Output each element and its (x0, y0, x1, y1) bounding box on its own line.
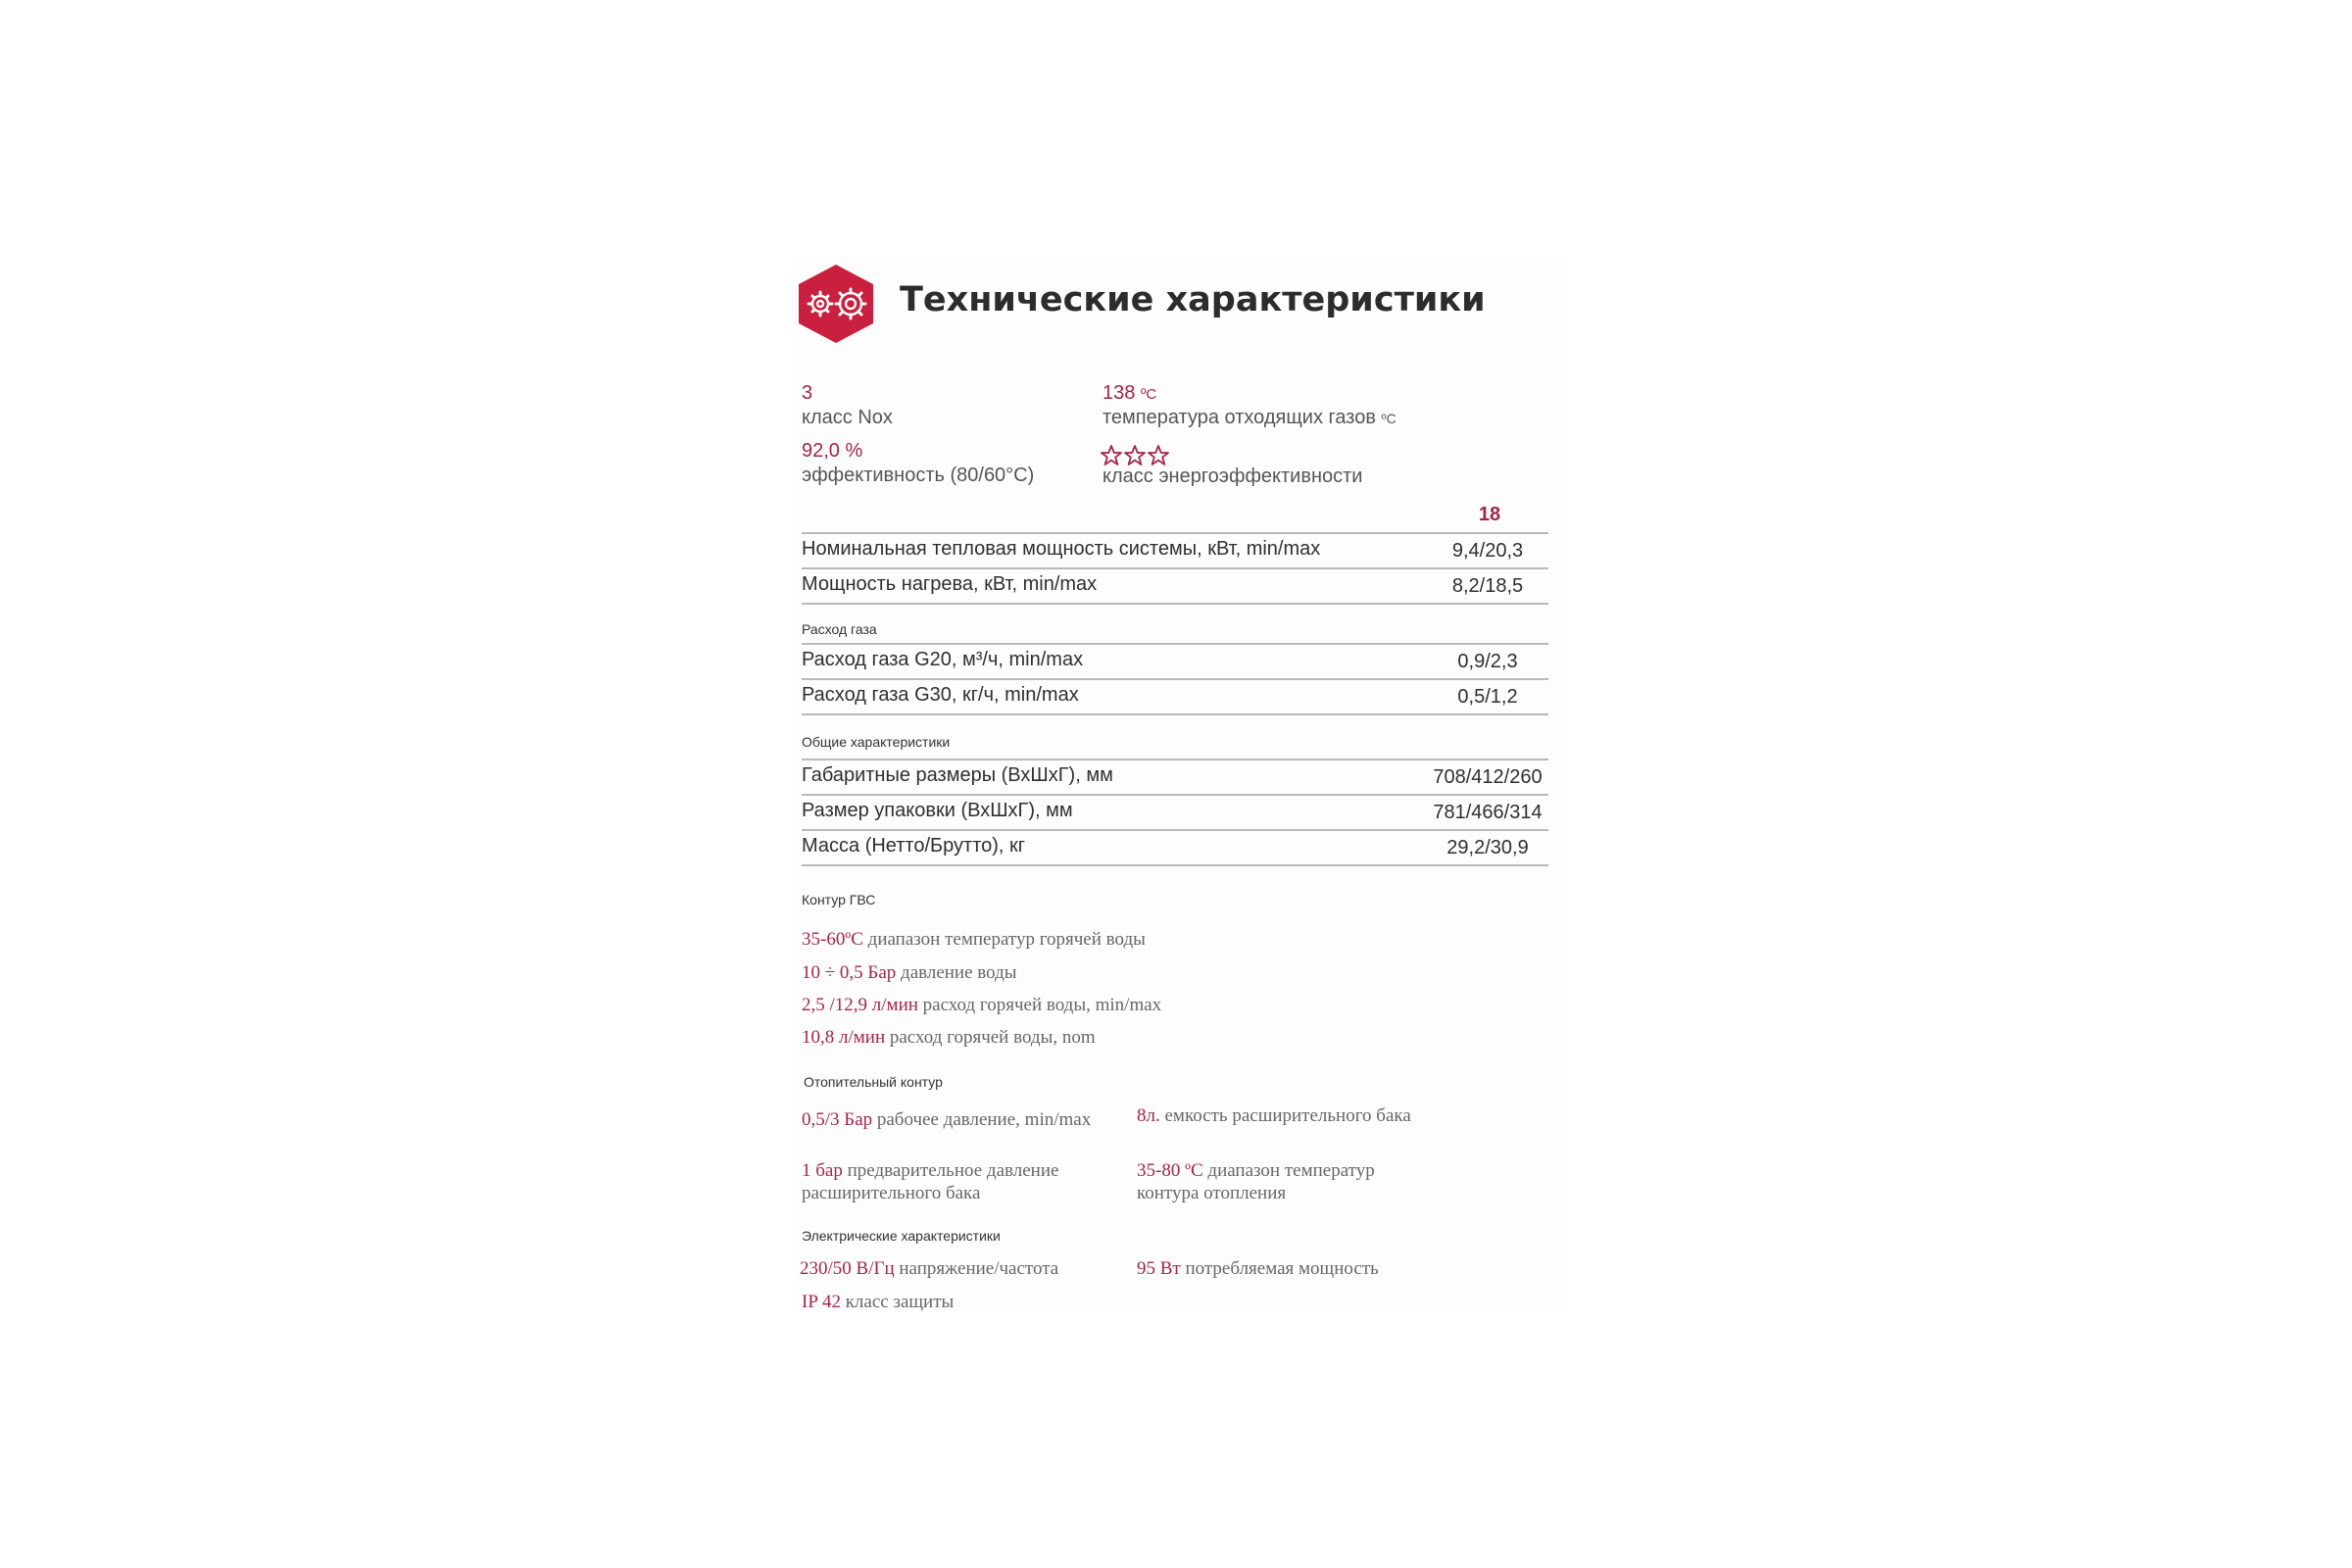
table-row: Мощность нагрева, кВт, min/max 8,2/18,5 (802, 569, 1548, 605)
dhw-item: 10,8 л/мин расход горячей воды, nom (802, 1027, 1096, 1048)
dhw-item: 2,5 /12,9 л/мин расход горячей воды, min/max (802, 995, 1162, 1015)
dhw-item: 35-60ºC диапазон температур горячей воды (802, 929, 1146, 950)
table-row: Размер упаковки (ВхШхГ), мм 781/466/314 (802, 796, 1548, 831)
flue-temp-label: температура отходящих газов ºC (1102, 407, 1396, 428)
gas-section-title: Расход газа (802, 621, 877, 637)
heating-item: 0,5/3 Бар рабочее давление, min/max (802, 1109, 1092, 1130)
electrical-section-title: Электрические характеристики (802, 1228, 1001, 1244)
heating-section-title: Отопительный контур (804, 1074, 943, 1090)
flue-temp-value: 138 ºC (1102, 382, 1157, 404)
gears-hexagon-icon (796, 263, 876, 345)
nox-label: класс Nox (802, 407, 893, 428)
electrical-item: 95 Вт потребляемая мощность (1137, 1258, 1379, 1279)
spec-sheet (794, 263, 1568, 1311)
table-row: Номинальная тепловая мощность системы, кВт, min/max 9,4/20,3 (802, 534, 1548, 569)
model-column-header: 18 (1478, 504, 1501, 525)
table-row: Расход газа G20, м³/ч, min/max 0,9/2,3 (802, 645, 1548, 680)
dhw-section-title: Контур ГВС (802, 892, 876, 907)
table-row: Масса (Нетто/Брутто), кг 29,2/30,9 (802, 831, 1548, 866)
heating-item: 1 бар предварительное давление расширительного бака (802, 1160, 1059, 1203)
energy-class-label: класс энергоэффективности (1102, 466, 1363, 487)
heating-item: 35-80 ºC диапазон температур контура отопления (1137, 1160, 1375, 1203)
page-title: Технические характеристики (900, 280, 1486, 319)
heating-item: 8л. емкость расширительного бака (1137, 1105, 1411, 1126)
efficiency-value: 92,0 % (802, 440, 863, 462)
table-row: Расход газа G30, кг/ч, min/max 0,5/1,2 (802, 680, 1548, 715)
dhw-item: 10 ÷ 0,5 Бар давление воды (802, 962, 1017, 983)
efficiency-label: эффективность (80/60°C) (802, 465, 1035, 486)
energy-stars-icon (1101, 445, 1171, 466)
electrical-item: 230/50 В/Гц напряжение/частота (800, 1258, 1059, 1279)
nox-value: 3 (802, 382, 813, 404)
general-section-title: Общие характеристики (802, 734, 951, 750)
table-row: Габаритные размеры (ВхШхГ), мм 708/412/260 (802, 760, 1548, 796)
electrical-item: IP 42 класс защиты (802, 1292, 955, 1312)
